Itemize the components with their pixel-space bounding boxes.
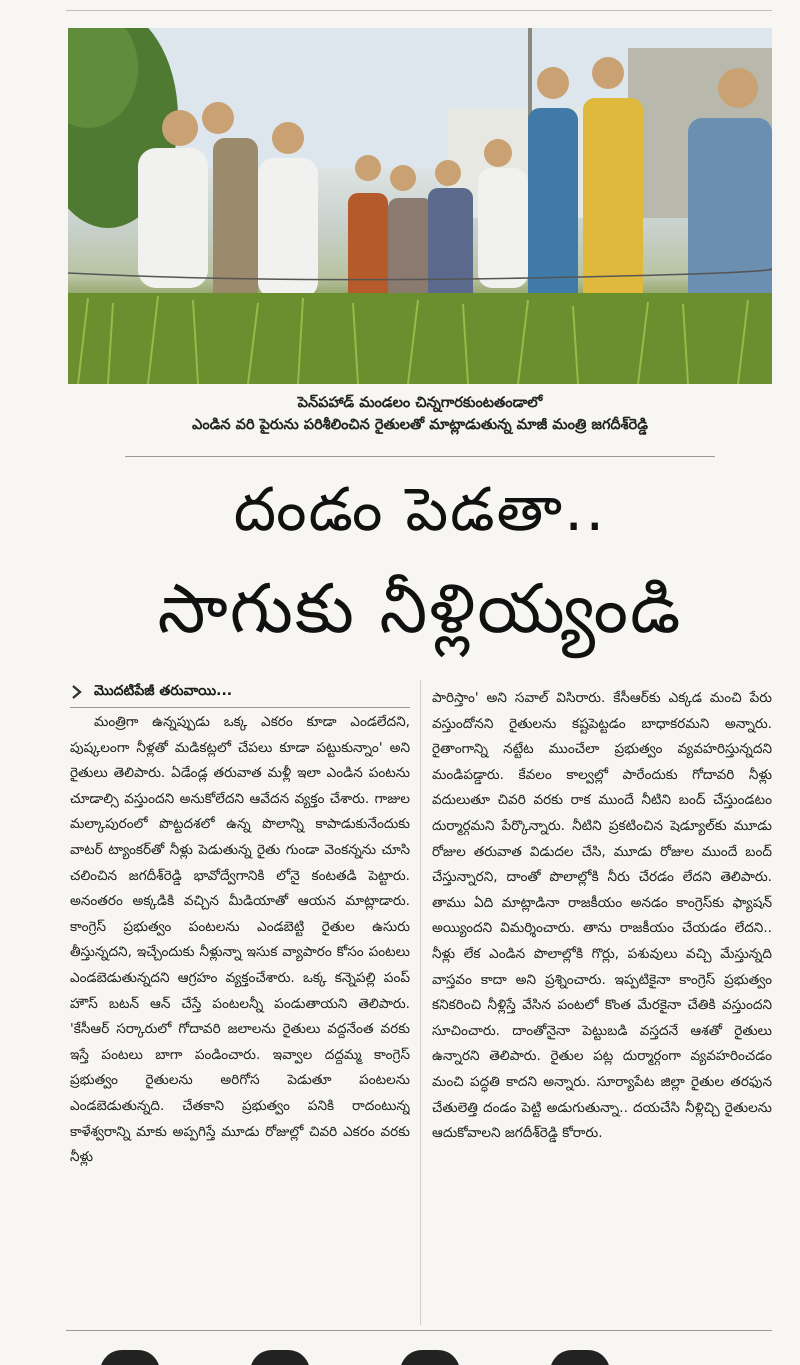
column-divider [420, 680, 421, 1325]
continued-label: మొదటిపేజీ తరువాయి... [94, 682, 233, 699]
top-rule [66, 10, 772, 11]
headline-line-2: సాగుకు నీళ్లియ్యండి [157, 570, 683, 649]
headline-line-1: దండం పెడతా.. [233, 475, 607, 545]
article-right-text: పారిస్తాం' అని సవాల్ విసిరారు. కేసీఆర్‌కు ఎక్కడ మంచి పేరు వస్తుందోనని రైతులను కష్టపెట్టడం బాధాకరమని అన్నారు. రైతాంగాన్ని నట్టేట ముంచేలా ప్రభుత్వం వ్యవహరిస్తున్నదని మండిపడ్డారు. కేవలం కాల్వల్లో పారేందుకు గోదావరి నీళ్లు వదులుతూ చివరి వరకు రాక ముందే నీటిని బంద్ చేస్తుండటం దుర్మార్గమని పేర్కొన్నారు. నీటిని ప్రకటించిన షెడ్యూల్‌కు మూడు రోజుల తరువాత విడుదల చేసి, మూడు రోజుల ముందే బంద్ చేస్తున్నారని, దాంతో పొలాల్లోకి నీరు చేరడం లేదని తెలిపారు. తాము ఏది మాట్లాడినా రాజకీయం అనడం కాంగ్రెస్‌కు ఫ్యాషన్ అయ్యిందని విమర్శించారు. తాను రాజకీయం చేయడం లేదని.. నీళ్లు లేక ఎండిన పొలాల్లోకి గొర్లు, పశువులు వచ్చి మేస్తున్నది వాస్తవం కాదా అని ప్రశ్నించారు. ఇప్పటికైనా కాంగ్రెస్ ప్రభుత్వం కనికరించి నీళ్లిస్తే వేసిన పంటలో కొంత మేరకైనా చేతికి వస్తుందని సూచించారు. దాంతోనైనా పెట్టుబడి వస్తదనే ఆశతో రైతులు ఉన్నారని తెలిపారు. రైతుల పట్ల దుర్మార్గంగా వ్యవహరించడం మంచి పద్ధతి కాదని అన్నారు. సూర్యాపేట జిల్లా రైతుల తరఫున చేతులెత్తి దండం పెట్టి అడుగుతున్నా.. దయచేసి నీళ్లిచ్చి రైతులను ఆదుకోవాలని జగదీశ్‌రెడ్డి కోరారు. [432, 690, 772, 1142]
caption-line-1: పెన్‌పహాడ్ మండలం చిన్నగారకుంటతండాలో [297, 395, 543, 411]
bottom-rule [66, 1330, 772, 1331]
jump-rule [70, 707, 410, 708]
caption-rule [125, 456, 715, 457]
chevron-right-icon [70, 685, 84, 699]
photo-of-farmers-icon [68, 28, 772, 384]
photo-caption [68, 392, 772, 436]
article-left-text: మంత్రిగా ఉన్నప్పుడు ఒక్క ఎకరం కూడా ఎండలేదని, పుష్కలంగా నీళ్లతో మడికట్లలో చేపలు కూడా పట్టుకున్నాం' అని రైతులు తెలిపారు. ఏడేండ్ల తరువాత మళ్లీ ఇలా ఎండిన పంటను చూడాల్సి వస్తుందని అనుకోలేదని ఆవేదన వ్యక్తం చేశారు. గాజుల మల్కాపురంలో పొట్టదశలో ఉన్న పొలాన్ని కాపాడుకునేందుకు వాటర్ ట్యాంకర్‌తో నీళ్లు పెడుతున్న రైతు గుండా వెంకన్నను చూసి చలించిన జగదీశ్‌రెడ్డి భావోద్వేగానికి లోనై కంటతడి పెట్టారు. అనంతరం అక్కడికి వచ్చిన మీడియాతో ఆయన మాట్లాడారు. కాంగ్రెస్ ప్రభుత్వం పంటలను ఎండబెట్టి రైతుల ఉసురు తీస్తున్నదని, ఇచ్చేందుకు నీళ్లున్నా ఇసుక వ్యాపారం కోసం పంటలు ఎండబెడుతున్నదని ఆగ్రహం వ్యక్తంచేశారు. ఒక్క కన్నెపల్లి పంప్ హౌస్ బటన్ ఆన్ చేస్తే పంటలన్నీ పండుతాయని తెలిపారు. 'కేసీఆర్ సర్కారులో గోదావరి జలాలను రైతులు వద్దనేంత వరకు ఇస్తే పంటలు బాగా పండించారు. ఇవ్వాల దద్దమ్మ కాంగ్రెస్ ప్రభుత్వం రైతులను అరిగోస పెడుతూ పంటలను ఎండబెడుతున్నది. చేతకాని ప్రభుత్వం పనికి రాదంటున్న కాళేశ్వరాన్ని మాకు అప్పగిస్తే మూడు రోజుల్లో చివరి ఎకరం వరకు నీళ్లు [70, 714, 410, 1166]
article-column-left [70, 710, 410, 1320]
next-headline-fragment [100, 1350, 740, 1365]
article-column-right [432, 686, 772, 1316]
continued-from-front-page [70, 680, 410, 704]
news-photo [68, 28, 772, 384]
caption-line-2: ఎండిన వరి పైరును పరిశీలించిన రైతులతో మాట్లాడుతున్న మాజీ మంత్రి జగదీశ్‌రెడ్డి [192, 417, 648, 433]
